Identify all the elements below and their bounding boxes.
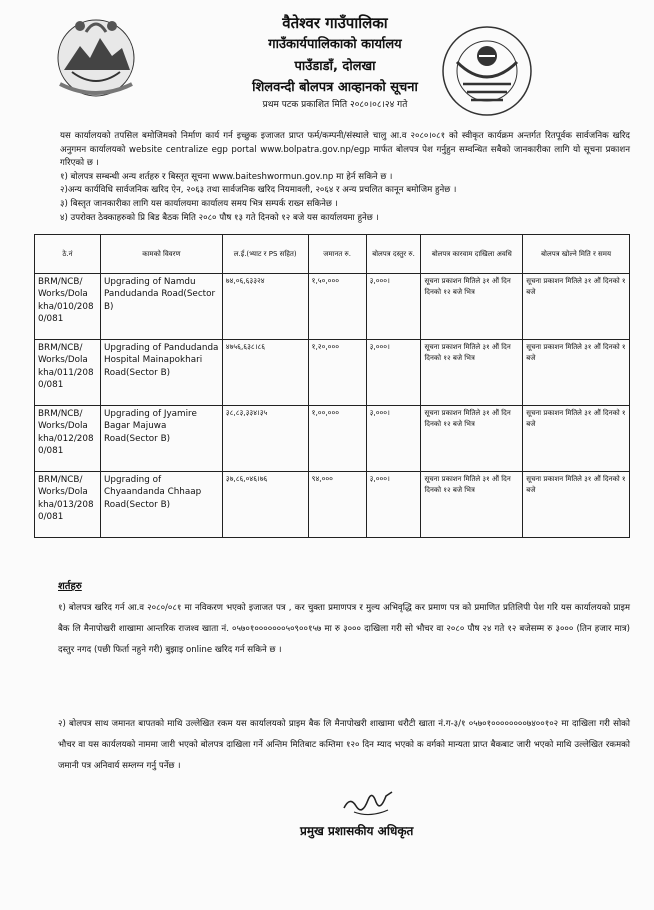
intro-point: २)अन्य कार्यविधि सार्वजनिक खरिद ऐन, २०६३ तथा सार्वजनिक खरिद नियमावली, २०६४ र अन्य प्रचलित कानून बमोजिम हुनेछ ।	[60, 185, 457, 196]
signatory-title: प्रमुख प्रशासकीय अधिकृत	[300, 824, 414, 838]
contract-number: BRM/NCB/ Works/Dola kha/010/208 0/081	[35, 274, 101, 340]
office-address: पाउँडाडाँ, दोलखा	[294, 59, 376, 74]
submission-deadline: सूचना प्रकाशन मितिले ३१ औं दिन दिनको १२ बजे भित्र	[421, 406, 523, 472]
opening-time: सूचना प्रकाशन मितिले ३१ औं दिनको १ बजे	[523, 340, 630, 406]
work-description: Upgrading of Pandudanda Hospital Mainapokhari Road(Sector B)	[100, 340, 222, 406]
contract-number: BRM/NCB/ Works/Dola kha/013/208 0/081	[35, 472, 101, 538]
table-row	[35, 406, 630, 472]
estimated-cost: ३८,८३,३३४।३५	[222, 406, 308, 472]
bid-fee: ३,०००।	[366, 406, 421, 472]
column-header: बोलपत्र कारवाम दाखिला अवधि	[421, 235, 523, 274]
intro-paragraph: यस कार्यालयको तपसिल बमोजिमको निर्माण कार्य गर्न इच्छुक इजाजत प्राप्त फर्म/कम्पनी/संस्थाले चालु आ.व २०८०।०८१ को स्वीकृत कार्यक्रम अन्तर्गत रितपूर्वक सार्वजनिक खरिद अनुगमन कार्यालयको website centralize egp portal www.bolpatra.gov.np/egp मार्फत बोलपत्र पेश गर्नुहुन सम्वन्धित सबैको जानकारीका लागि यो सूचना प्रकाशन गरिएको छ ।	[60, 131, 630, 169]
intro-section	[60, 130, 630, 225]
work-description: Upgrading of Jyamire Bagar Majuwa Road(Sector B)	[100, 406, 222, 472]
opening-time: सूचना प्रकाशन मितिले ३१ औं दिनको १ बजे	[523, 472, 630, 538]
table-header-row	[35, 235, 630, 274]
column-header: जमानत रु.	[308, 235, 366, 274]
column-header: ल.ई.(भ्याट र PS सहित)	[222, 235, 308, 274]
bid-security: १,५०,०००	[308, 274, 366, 340]
column-header: ठे.नं	[35, 235, 101, 274]
municipality-name: वैतेश्वर गाउँपालिका	[282, 14, 388, 32]
submission-deadline: सूचना प्रकाशन मितिले ३१ औं दिन दिनको १२ बजे भित्र	[421, 274, 523, 340]
notice-title: शिलवन्दी बोलपत्र आव्हानको सूचना	[252, 80, 418, 95]
signature-mark	[340, 782, 400, 822]
estimated-cost: ७४,०६,६३३२४	[222, 274, 308, 340]
conditions-title: शर्तहरु	[58, 581, 82, 592]
bid-fee: ३,०००।	[366, 340, 421, 406]
publication-date: प्रथम पटक प्रकाशित मिति २०८०।०८।२४ गते	[262, 100, 408, 110]
bid-fee: ३,०००।	[366, 472, 421, 538]
opening-time: सूचना प्रकाशन मितिले ३१ औं दिनको १ बजे	[523, 406, 630, 472]
work-description: Upgrading of Chyaandanda Chhaap Road(Sector B)	[100, 472, 222, 538]
work-description: Upgrading of Namdu Pandudanda Road(Sector B)	[100, 274, 222, 340]
column-header: कामको विवरण	[100, 235, 222, 274]
table-row	[35, 274, 630, 340]
submission-deadline: सूचना प्रकाशन मितिले ३१ औं दिन दिनको १२ बजे भित्र	[421, 472, 523, 538]
estimated-cost: ४७५६,६३८।८६	[222, 340, 308, 406]
table-row	[35, 340, 630, 406]
contract-number: BRM/NCB/ Works/Dola kha/011/208 0/081	[35, 340, 101, 406]
bid-security: १,००,०००	[308, 406, 366, 472]
office-name: गाउँकार्यपालिकाको कार्यालय	[268, 37, 402, 52]
condition-item: १) बोलपत्र खरिद गर्न आ.व २०८०/०८१ मा नविकरण भएको इजाजत पत्र , कर चुक्ता प्रमाणपत्र र मुल्य अभिवृद्धि कर प्रमाण पत्र को प्रमाणित प्रतिलिपी पेश गरि यस कार्यालयको प्राइम बैक लि मैनापोखरी शाखामा आन्तरिक राजश्व खाता नं. ०५७०१०००००००५०९००१५७ मा रु ३००० दाखिला गरी सो भौचर वा २०८० पौष २४ गते १२ बजेसम्म रु ३००० (तिन हजार मात्र) दस्तुर नगद (पछी फिर्ता नहुने गरी) बुझाइ online खरिद गर्न सकिने छ ।	[58, 603, 630, 655]
bid-security: ९४,०००	[308, 472, 366, 538]
opening-time: सूचना प्रकाशन मितिले ३१ औं दिनको १ बजे	[523, 274, 630, 340]
column-header: बोलपत्र दस्तुर रु.	[366, 235, 421, 274]
contract-number: BRM/NCB/ Works/Dola kha/012/208 0/081	[35, 406, 101, 472]
office-seal-stamp	[437, 22, 537, 120]
nepal-emblem-icon	[50, 12, 142, 98]
submission-deadline: सूचना प्रकाशन मितिले ३१ औं दिन दिनको १२ बजे भित्र	[421, 340, 523, 406]
intro-point: ४) उपरोक्त ठेक्काहरुको प्रि बिड बैठक मिति २०८० पौष १३ गते दिनको १२ बजे यस कार्यालयमा हुनेछ ।	[60, 212, 379, 223]
column-header: बोलपत्र खोल्ने मिति र समय	[523, 235, 630, 274]
table-row	[35, 472, 630, 538]
intro-point: १) बोलपत्र सम्बन्धी अन्य शर्तहरु र बिस्तृत सूचना www.baiteshwormun.gov.np मा हेर्न सकिने छ ।	[60, 171, 393, 182]
condition-item: २) बोलपत्र साथ जमानत बापतको माथि उल्लेखित रकम यस कार्यालयको प्राइम बैक लि मैनापोखरी शाखामा धरौटी खाता नं.ग-३/१ ०५७०१००००००००७४००१०२ मा दाखिला गरी सोको भौचर वा यस कार्यलयको नाममा जारी भएको बोलपत्र दाखिला गर्ने अन्तिम मितिबाट कम्तिमा १२० दिन म्याद भएको क वर्गको मान्यता प्राप्त बैकबाट जारी भएको माथि उल्लेखित रकमको जमानी पत्र अनिवार्य सम्लग्न गर्नु पर्नेछ ।	[58, 719, 630, 771]
bid-security: १,२०,०००	[308, 340, 366, 406]
bid-fee: ३,०००।	[366, 274, 421, 340]
bid-table	[34, 234, 630, 538]
estimated-cost: ३७,८६,०४६।७६	[222, 472, 308, 538]
intro-point: ३) बिस्तृत जानकारीका लागि यस कार्यालयमा कार्यालय समय भित्र सम्पर्क राख्न सकिनेछ ।	[60, 198, 338, 209]
